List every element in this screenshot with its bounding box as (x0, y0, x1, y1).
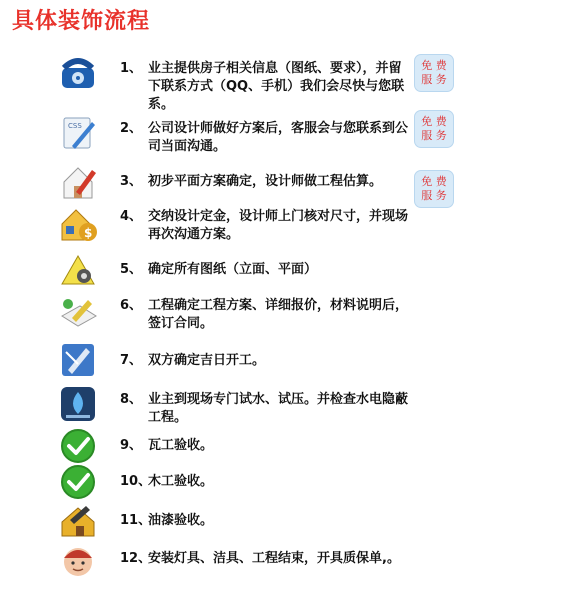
step-text: 公司设计师做好方案后，客服会与您联系到公司当面沟通。 (148, 121, 409, 154)
check-icon (58, 462, 98, 502)
svg-text:$: $ (84, 226, 93, 240)
phone-icon (58, 52, 98, 92)
step-number: 4、 (120, 209, 143, 224)
water-drop-icon (58, 384, 98, 424)
badge-line: 免 费 (421, 115, 447, 128)
free-service-badge (414, 54, 454, 92)
step-number: 6、 (120, 298, 143, 313)
step-number: 3、 (120, 174, 143, 189)
check-icon (58, 426, 98, 466)
step-text: 油漆验收。 (148, 513, 214, 528)
step-text: 工程确定工程方案、详细报价，材料说明后，签订合同。 (148, 298, 409, 331)
page-title: 具体装饰流程 (12, 9, 151, 34)
badge-line: 服 务 (421, 73, 447, 86)
step-text: 木工验收。 (148, 474, 214, 489)
step-text: 业主提供房子相关信息（图纸、要求），并留下联系方式（QQ、手机）我们会尽快与您联系。 (148, 61, 405, 112)
step-text: 双方确定吉日开工。 (148, 353, 266, 368)
step-text: 安装灯具、洁具、工程结束，开具质保单,。 (148, 551, 400, 566)
svg-text:CSS: CSS (68, 122, 82, 130)
step-number: 9、 (120, 438, 143, 453)
step-number: 1、 (120, 61, 143, 76)
paint-house-icon (58, 500, 98, 540)
contract-icon (58, 292, 98, 332)
step-number: 2、 (120, 121, 143, 136)
css-design-icon (58, 112, 98, 152)
worker-icon (58, 540, 98, 580)
free-service-badge (414, 170, 454, 208)
free-service-badge (414, 110, 454, 148)
step-number: 11、 (120, 513, 152, 528)
step-number: 12、 (120, 551, 152, 566)
step-number: 8、 (120, 392, 143, 407)
step-text: 交纳设计定金，设计师上门核对尺寸，并现场再次沟通方案。 (148, 209, 409, 242)
step-number: 7、 (120, 353, 143, 368)
step-text: 初步平面方案确定，设计师做工程估算。 (148, 174, 383, 189)
step-number: 10、 (120, 474, 152, 489)
badge-line: 免 费 (421, 175, 447, 188)
badge-line: 服 务 (421, 189, 447, 202)
drawing-tool-icon (58, 250, 98, 290)
step-text: 业主到现场专门试水、试压。并检查水电隐蔽工程。 (148, 392, 409, 425)
blueprint-icon (58, 340, 98, 380)
house-pencil-icon (58, 162, 98, 202)
step-text: 确定所有图纸（立面、平面） (148, 262, 318, 277)
house-money-icon (58, 204, 98, 244)
badge-line: 免 费 (421, 59, 447, 72)
step-number: 5、 (120, 262, 143, 277)
badge-line: 服 务 (421, 129, 447, 142)
step-text: 瓦工验收。 (148, 438, 214, 453)
